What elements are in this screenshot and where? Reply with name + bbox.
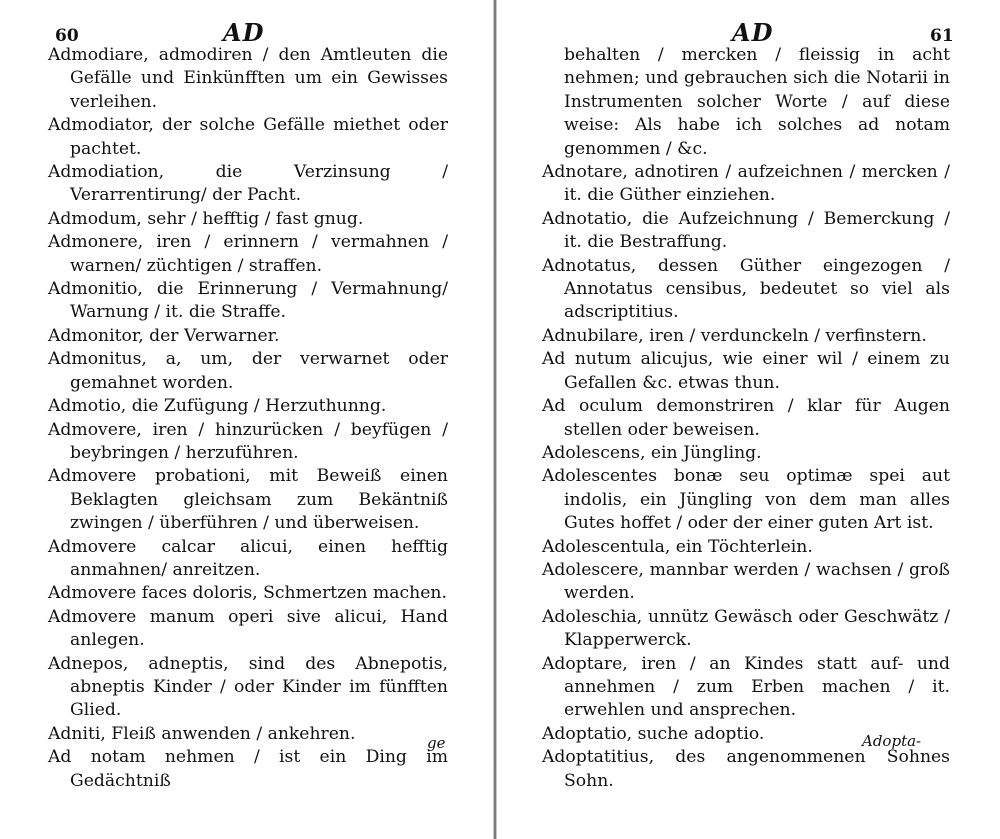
- dictionary-entry: Admonitor, der Verwarner.: [48, 325, 280, 346]
- page-number: 60: [55, 26, 79, 46]
- right-page: [505, 0, 1000, 839]
- dictionary-entry: Adoptare, iren / an Kindes statt auf- und annehmen / zum Erben machen / it. erwehlen und ansprechen.: [542, 653, 950, 721]
- entry-continuation: behalten / mercken / fleissig in acht nehmen; und gebrauchen sich die Notarii in Instrumenten solcher Worte / auf diese weise: Als habe ich solches ad notam genommen / &c.: [564, 45, 950, 159]
- dictionary-entry: Admodum, sehr / hefftig / fast gnug.: [48, 208, 364, 229]
- book-gutter: [493, 0, 497, 839]
- dictionary-entry: Admonitio, die Erinnerung / Vermahnung/ Warnung / it. die Straffe.: [48, 279, 448, 323]
- running-head: AD: [732, 18, 774, 47]
- dictionary-entry: Admovere calcar alicui, einen hefftig anmahnen/ anreitzen.: [48, 536, 448, 580]
- dictionary-entry: Ad nutum alicujus, wie einer wil / einem zu Gefallen &c. etwas thun.: [542, 349, 950, 393]
- dictionary-entry: Adnubilare, iren / verdunckeln / verfinstern.: [542, 325, 927, 346]
- dictionary-entry: Admonere, iren / erinnern / vermahnen / warnen/ züchtigen / straffen.: [48, 232, 448, 276]
- dictionary-entry: Admotio, die Zufügung / Herzuthunng.: [48, 396, 387, 417]
- dictionary-entry: Admovere faces doloris, Schmertzen machen.: [48, 583, 447, 604]
- dictionary-entry: Adolescere, mannbar werden / wachsen / groß werden.: [542, 559, 950, 604]
- dictionary-entry: Admovere manum operi sive alicui, Hand anlegen.: [48, 606, 448, 651]
- dictionary-entry: Adnotatio, die Aufzeichnung / Bemerckung / it. die Bestraffung.: [542, 208, 950, 253]
- dictionary-entry: Admodiare, admodiren / den Amtleuten die Gefälle und Einkünfften um ein Gewisses verleihen.: [48, 45, 448, 112]
- dictionary-entry: Admovere probationi, mit Beweiß einen Beklagten gleichsam zum Bekäntniß zwingen / überführen / und überweisen.: [48, 466, 448, 534]
- running-head: AD: [223, 18, 265, 47]
- entry-list: [48, 44, 448, 793]
- dictionary-entry: Ad notam nehmen / ist ein Ding im Gedächtniß: [48, 747, 448, 791]
- dictionary-entry: Adolescentes bonæ seu optimæ spei aut indolis, ein Jüngling von dem man alles Gutes hoffet / oder der einer guten Art ist.: [542, 466, 950, 534]
- dictionary-entry: Admodiation, die Verzinsung / Verarrentirung/ der Pacht.: [48, 162, 448, 206]
- dictionary-entry: Admovere, iren / hinzurücken / beyfügen / beybringen / herzuführen.: [48, 419, 448, 463]
- dictionary-entry: Admodiator, der solche Gefälle miethet oder pachtet.: [48, 115, 448, 159]
- entry-list: [542, 44, 950, 793]
- dictionary-entry: Adolescentula, ein Töchterlein.: [542, 536, 813, 557]
- dictionary-entry: Adoptatitius, des angenommenen Sohnes Sohn.: [542, 747, 950, 791]
- dictionary-entry: Adnepos, adneptis, sind des Abnepotis, abneptis Kinder / oder Kinder im fünfften Glied.: [48, 653, 448, 721]
- catchword: Adopta-: [862, 732, 922, 750]
- page-number: 61: [930, 26, 954, 46]
- dictionary-entry: Admonitus, a, um, der verwarnet oder gemahnet worden.: [48, 349, 448, 393]
- dictionary-entry: Adnotare, adnotiren / aufzeichnen / mercken / it. die Güther einziehen.: [542, 162, 950, 206]
- dictionary-entry: Adoleschia, unnütz Gewäsch oder Geschwätz / Klapperwerck.: [542, 606, 950, 651]
- dictionary-entry: Adolescens, ein Jüngling.: [542, 442, 762, 463]
- dictionary-entry: Adoptatio, suche adoptio.: [542, 723, 765, 744]
- dictionary-entry: Ad oculum demonstriren / klar für Augen stellen oder beweisen.: [542, 396, 950, 440]
- dictionary-entry: Adniti, Fleiß anwenden / ankehren.: [48, 723, 356, 744]
- catchword: ge: [427, 734, 446, 752]
- dictionary-entry: Adnotatus, dessen Güther eingezogen / Annotatus censibus, bedeutet so viel als adscriptitius.: [542, 255, 950, 323]
- left-page: [0, 0, 490, 839]
